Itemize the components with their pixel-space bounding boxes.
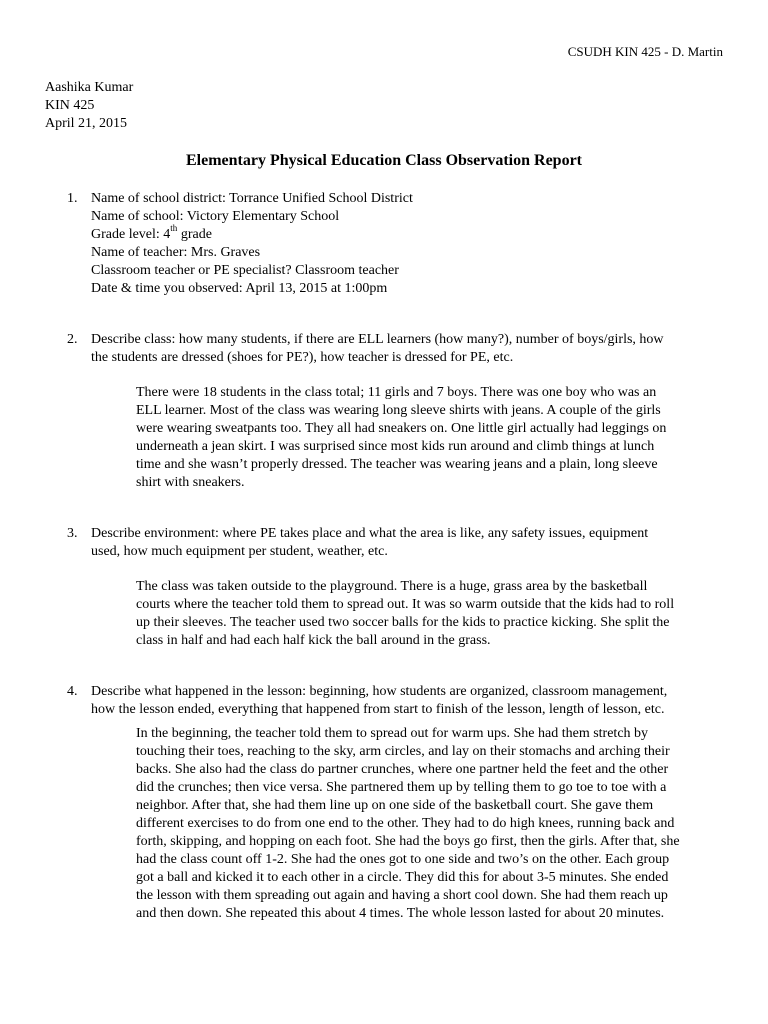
answer-line: shirt with sneakers. bbox=[136, 475, 245, 490]
course-code: KIN 425 bbox=[45, 98, 95, 113]
answer-line: were wearing sweatpants too. They all had sneakers on. One little girl actually had leggings on bbox=[136, 421, 667, 436]
question-line: Describe class: how many students, if there are ELL learners (how many?), number of boys/girls, how bbox=[91, 332, 664, 347]
grade-suffix: grade bbox=[177, 227, 212, 242]
grade-superscript: th bbox=[170, 223, 178, 234]
question-line: Describe environment: where PE takes place and what the area is like, any safety issues, equipment bbox=[91, 526, 649, 541]
item-number-3: 3. bbox=[67, 526, 78, 541]
grade-prefix: Grade level: 4 bbox=[91, 227, 171, 242]
answer-line: forth, skipping, and hopping on each foot. She had the boys go first, then the girls. After that, she bbox=[136, 834, 680, 849]
item-3-answer bbox=[136, 578, 736, 650]
item-number-1: 1. bbox=[67, 191, 78, 206]
item-number-2: 2. bbox=[67, 332, 78, 347]
answer-line: There were 18 students in the class total; 11 girls and 7 boys. There was one boy who was an bbox=[136, 385, 657, 400]
school-district-line: Name of school district: Torrance Unified School District bbox=[91, 191, 413, 206]
answer-line: ELL learner. Most of the class was wearing long sleeve shirts with jeans. A couple of the girls bbox=[136, 403, 661, 418]
report-title: Elementary Physical Education Class Observation Report bbox=[186, 152, 582, 169]
answer-line: The class was taken outside to the playground. There is a huge, grass area by the basketball bbox=[136, 579, 648, 594]
item-1-details bbox=[91, 190, 731, 298]
item-2-question bbox=[91, 331, 731, 367]
item-number-4: 4. bbox=[67, 684, 78, 699]
question-line: Describe what happened in the lesson: beginning, how students are organized, classroom management, bbox=[91, 684, 668, 699]
answer-line: backs. She also had the class do partner crunches, where one partner held the feet and the other bbox=[136, 762, 669, 777]
item-3-question bbox=[91, 525, 731, 561]
answer-line: and then down. She repeated this about 4 times. The whole lesson lasted for about 20 minutes. bbox=[136, 906, 665, 921]
school-name-line: Name of school: Victory Elementary School bbox=[91, 209, 340, 224]
question-line: the students are dressed (shoes for PE?), how teacher is dressed for PE, etc. bbox=[91, 350, 514, 365]
answer-line: courts where the teacher told them to spread out. It was so warm outside that the kids had to roll bbox=[136, 597, 675, 612]
teacher-name-line: Name of teacher: Mrs. Graves bbox=[91, 245, 261, 260]
answer-line: did the crunches; then vice versa. She partnered them up by telling them to go toe to toe with a bbox=[136, 780, 667, 795]
question-line: used, how much equipment per student, weather, etc. bbox=[91, 544, 388, 559]
author-name: Aashika Kumar bbox=[45, 80, 134, 95]
answer-line: touching their toes, reaching to the sky, arm circles, and lay on their stomachs and arching their bbox=[136, 744, 670, 759]
answer-line: time and she wasn’t properly dressed. The teacher was wearing jeans and a plain, long sleeve bbox=[136, 457, 658, 472]
answer-line: up their sleeves. The teacher used two soccer balls for the kids to practice kicking. She split the bbox=[136, 615, 670, 630]
report-date: April 21, 2015 bbox=[45, 116, 128, 131]
teacher-type-line: Classroom teacher or PE specialist? Classroom teacher bbox=[91, 263, 399, 278]
answer-line: had the class count off 1-2. She had the ones got to one side and two’s on the other. Each group bbox=[136, 852, 670, 867]
grade-level-line bbox=[91, 223, 731, 244]
answer-line: class in half and had each half kick the ball around in the grass. bbox=[136, 633, 491, 648]
item-4-answer bbox=[136, 725, 736, 923]
answer-line: different exercises to do from one end to the other. They had to do high knees, running back and bbox=[136, 816, 675, 831]
answer-line: the lesson with them spreading out again and having a short cool down. She had them reach up bbox=[136, 888, 668, 903]
observation-date-line: Date & time you observed: April 13, 2015 at 1:00pm bbox=[91, 281, 388, 296]
item-4-question bbox=[91, 683, 731, 719]
item-2-answer bbox=[136, 384, 736, 492]
answer-line: got a ball and kicked it to each other in a circle. They did this for about 3-5 minutes. She ended bbox=[136, 870, 669, 885]
answer-line: In the beginning, the teacher told them to spread out for warm ups. She had them stretch by bbox=[136, 726, 649, 741]
answer-line: underneath a jean skirt. I was surprised since most kids run around and climb things at lunch bbox=[136, 439, 655, 454]
question-line: how the lesson ended, everything that happened from start to finish of the lesson, length of lesson, etc. bbox=[91, 702, 665, 717]
author-block bbox=[45, 79, 133, 133]
course-header: CSUDH KIN 425 - D. Martin bbox=[567, 44, 723, 59]
answer-line: neighbor. After that, she had them line up on one side of the basketball court. She gave them bbox=[136, 798, 654, 813]
